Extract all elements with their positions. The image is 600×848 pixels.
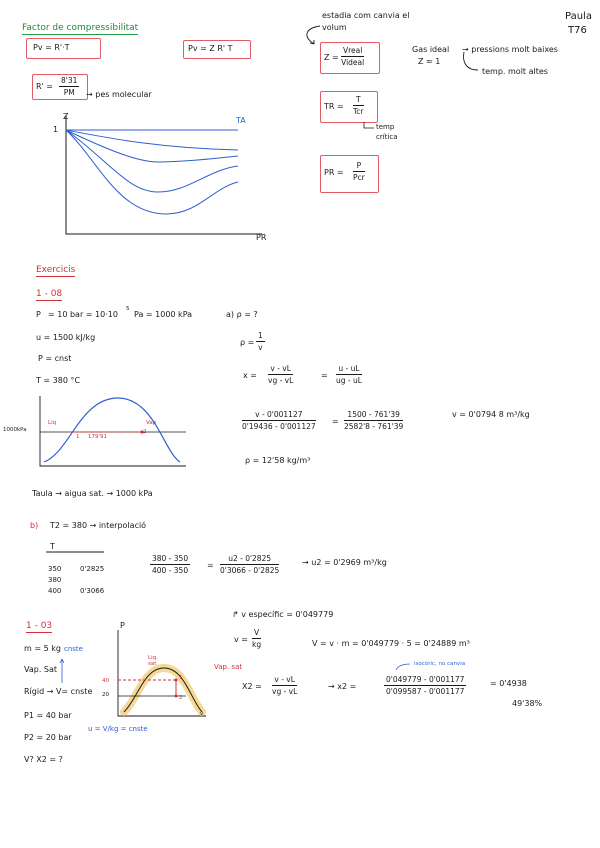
table-row2-t: 380 — [48, 576, 62, 584]
exercise-1-08-label: 1 - 08 — [36, 289, 63, 299]
dome-1-temperature: 179'91 — [88, 434, 108, 440]
molecular-weight-note: → pes molecular — [86, 90, 152, 99]
z-fraction — [341, 46, 364, 67]
x2-result: = 0'4938 — [490, 679, 527, 688]
specific-volume-value: ↱ v específic = 0'049779 — [232, 610, 334, 619]
r-prime-num: 8'31 — [61, 76, 78, 85]
x-lhs: x = — [243, 371, 257, 380]
equals-3: = — [207, 561, 214, 570]
table-header-line — [46, 551, 106, 555]
p1-value: = 10 bar = 10·10 — [48, 310, 118, 319]
ideal-gas-equation: Pv = R'·T — [33, 43, 70, 52]
equals-1: = — [321, 371, 328, 380]
reduced-pressure-box — [320, 155, 379, 193]
v-fraction — [242, 410, 316, 431]
dome-2-state-1: 1 — [179, 675, 183, 681]
rho-result: ρ = 12'58 kg/m³ — [245, 456, 311, 465]
rigid-tank: Rígid → V= cnste — [24, 687, 93, 696]
pr-den: Pcr — [353, 173, 365, 182]
v-kg-den: kg — [252, 640, 262, 649]
tr-num: T — [353, 95, 364, 106]
r-prime-den: PM — [63, 88, 75, 97]
compressibility-chart — [48, 110, 268, 240]
author-name: Paula — [565, 11, 592, 22]
u1-value: u = 1500 kJ/kg — [36, 333, 96, 342]
u-den: 2582'8 - 761'39 — [344, 422, 404, 431]
reduced-temperature-box — [320, 91, 378, 123]
pr-num: P — [353, 161, 365, 172]
interp-den-t: 400 - 350 — [152, 566, 189, 575]
x2-percent: 49'38% — [512, 699, 543, 708]
x-fraction-u — [336, 364, 362, 385]
x2-fraction-numeric — [384, 675, 466, 696]
pr-fraction — [353, 161, 365, 182]
z-axis-label: Z — [63, 112, 69, 121]
z-note-line1: estadia com canvia el — [322, 11, 410, 20]
p-constant: P = cnst — [38, 354, 72, 363]
vapor-saturated: Vap. Sat — [24, 665, 58, 674]
specific-volume-constant: u = V/kg = cnste — [88, 725, 148, 733]
tr-lhs: TR = — [324, 102, 344, 111]
v-num: v - 0'001127 — [242, 410, 316, 421]
r-prime-fraction — [59, 76, 79, 97]
high-temp-note: temp. molt altes — [482, 67, 548, 76]
table-row3-v: 0'3066 — [80, 587, 105, 595]
rho-fraction — [256, 331, 265, 352]
interp-fraction-t — [150, 554, 190, 575]
interp-num-t: 380 - 350 — [152, 554, 189, 563]
dome-2-state-2: 2 — [179, 695, 183, 701]
p2-pressure: P2 = 20 bar — [24, 733, 72, 742]
u-num: 1500 - 761'39 — [344, 410, 403, 421]
x2-num-symbolic: v - vL — [272, 675, 297, 686]
rho-lhs: ρ = — [240, 338, 255, 347]
high-temp-arrow — [460, 52, 480, 76]
vsat-arrow — [58, 657, 68, 685]
dome-2-liq-label: Liq. sat — [148, 655, 158, 667]
x2-den-symbolic: vg - vL — [272, 687, 298, 696]
v-kg-num: V — [254, 628, 260, 637]
r-prime-lhs: R' = — [36, 82, 54, 91]
z-factor-box — [320, 42, 380, 74]
z-lhs: Z = — [324, 53, 339, 62]
ideal-gas-equation-box — [26, 38, 101, 59]
x2-fraction-symbolic — [272, 675, 297, 696]
rho-den: v — [258, 343, 263, 352]
rho-num: 1 — [258, 331, 263, 340]
author-code: T76 — [568, 25, 587, 36]
isochoric-note: isocòric, no canvia — [414, 661, 466, 667]
dome-1-curve — [44, 398, 180, 462]
curve-2 — [66, 130, 238, 150]
temp-critica-arrow — [362, 122, 376, 134]
u-fraction — [344, 410, 403, 431]
temp-critica-line1: temp — [376, 123, 395, 131]
real-gas-equation: Pv = Z R' T — [188, 44, 233, 53]
table-note: Taula → aigua sat. → 1000 kPa — [32, 489, 153, 498]
z-note-line2: volum — [322, 23, 347, 32]
low-pressure-note: → pressions molt baixes — [462, 45, 558, 54]
dome-2-point-1 — [175, 679, 178, 682]
tr-den: Tcr — [353, 107, 364, 116]
x2-den-numeric: 0'099587 - 0'001177 — [386, 687, 465, 696]
p1-symbol: P — [36, 310, 41, 319]
interp-den-v: 0'3066 - 0'2825 — [220, 566, 280, 575]
x2-lhs: X2 = — [242, 682, 262, 691]
temp-critica-line2: crítica — [376, 133, 398, 141]
real-gas-equation-box — [183, 40, 251, 59]
table-header-t: T — [50, 542, 55, 551]
dome-1-state-1: 1 — [76, 434, 80, 440]
dome-2-p-axis: P — [120, 621, 125, 630]
exercise-1-03-label: 1 - 03 — [26, 621, 53, 631]
exercise-question: V? X2 = ? — [24, 755, 63, 764]
x2-num-numeric: 0'049779 - 0'001177 — [386, 675, 465, 684]
dome-2-v-axis: v — [200, 711, 204, 717]
exercises-title: Exercicis — [36, 265, 76, 275]
dome-2-20-label: 20 — [102, 692, 109, 698]
dome-2-vap-label: Vap. sat — [214, 663, 243, 671]
interp-result: → u2 = 0'2969 m³/kg — [302, 558, 387, 567]
page-title: Factor de compressibilitat — [22, 23, 139, 33]
x-den-u: ug - uL — [336, 376, 362, 385]
gas-ideal-label: Gas ideal — [412, 45, 450, 54]
z-den: Videal — [341, 58, 365, 67]
table-row3-t: 400 — [48, 587, 62, 595]
pr-axis-label: PR — [256, 233, 267, 242]
mass-value: m = 5 kg — [24, 644, 61, 653]
dome-1-liq-label: Liq — [48, 420, 57, 426]
x-num-v: v - vL — [268, 364, 293, 375]
dome-1-vap-label: Vap — [146, 420, 157, 426]
curve-5 — [66, 130, 238, 214]
dome-2-40-label: 40 — [102, 678, 109, 684]
ta-label: TA — [236, 116, 246, 125]
question-a: a) ρ = ? — [226, 310, 258, 319]
v-result: v = 0'0794 8 m³/kg — [452, 410, 530, 419]
table-row1-t: 350 — [48, 565, 62, 573]
interp-fraction-v — [220, 554, 279, 575]
v-kg-lhs: v = — [234, 635, 248, 644]
v-kg-fraction — [252, 628, 261, 649]
dome-2-point-2 — [175, 695, 178, 698]
part-b-text: T2 = 380 → interpolació — [50, 521, 147, 530]
pr-lhs: PR = — [324, 168, 344, 177]
x-num-u: u - uL — [336, 364, 362, 375]
z-num: Vreal — [343, 46, 363, 55]
t2-value: T = 380 °C — [36, 376, 81, 385]
mass-constant-note: cnste — [64, 645, 83, 653]
p1-exponent: 5 — [126, 306, 130, 312]
equals-2: = — [332, 417, 339, 426]
dome-1-ylabel: 1000kPa — [3, 427, 27, 433]
p1-kpa: Pa = 1000 kPa — [134, 310, 193, 319]
dome-1-state-2: 2 — [143, 429, 147, 435]
part-b-label: b) — [30, 521, 39, 530]
interp-num-v: u2 - 0'2825 — [220, 554, 279, 565]
chart-axes — [66, 116, 262, 234]
r-prime-box — [32, 74, 88, 100]
dome-2-highlight — [124, 668, 202, 712]
volume-calculation: V = v · m = 0'049779 · 5 = 0'24889 m³ — [312, 639, 470, 648]
v-den: 0'19436 - 0'001127 — [242, 422, 316, 431]
saturation-dome-2 — [92, 628, 212, 723]
isochoric-arrow — [392, 662, 412, 672]
x-den-v: vg - vL — [268, 376, 294, 385]
table-row1-v: 0'2825 — [80, 565, 105, 573]
saturation-dome-1 — [30, 392, 190, 472]
p1-pressure: P1 = 40 bar — [24, 711, 72, 720]
tr-fraction — [353, 95, 364, 116]
z-approx-one: Z ≈ 1 — [418, 57, 441, 66]
x-fraction-v — [268, 364, 293, 385]
x2-arrow: → x2 = — [328, 682, 357, 691]
z-one-tick: 1 — [53, 125, 59, 134]
